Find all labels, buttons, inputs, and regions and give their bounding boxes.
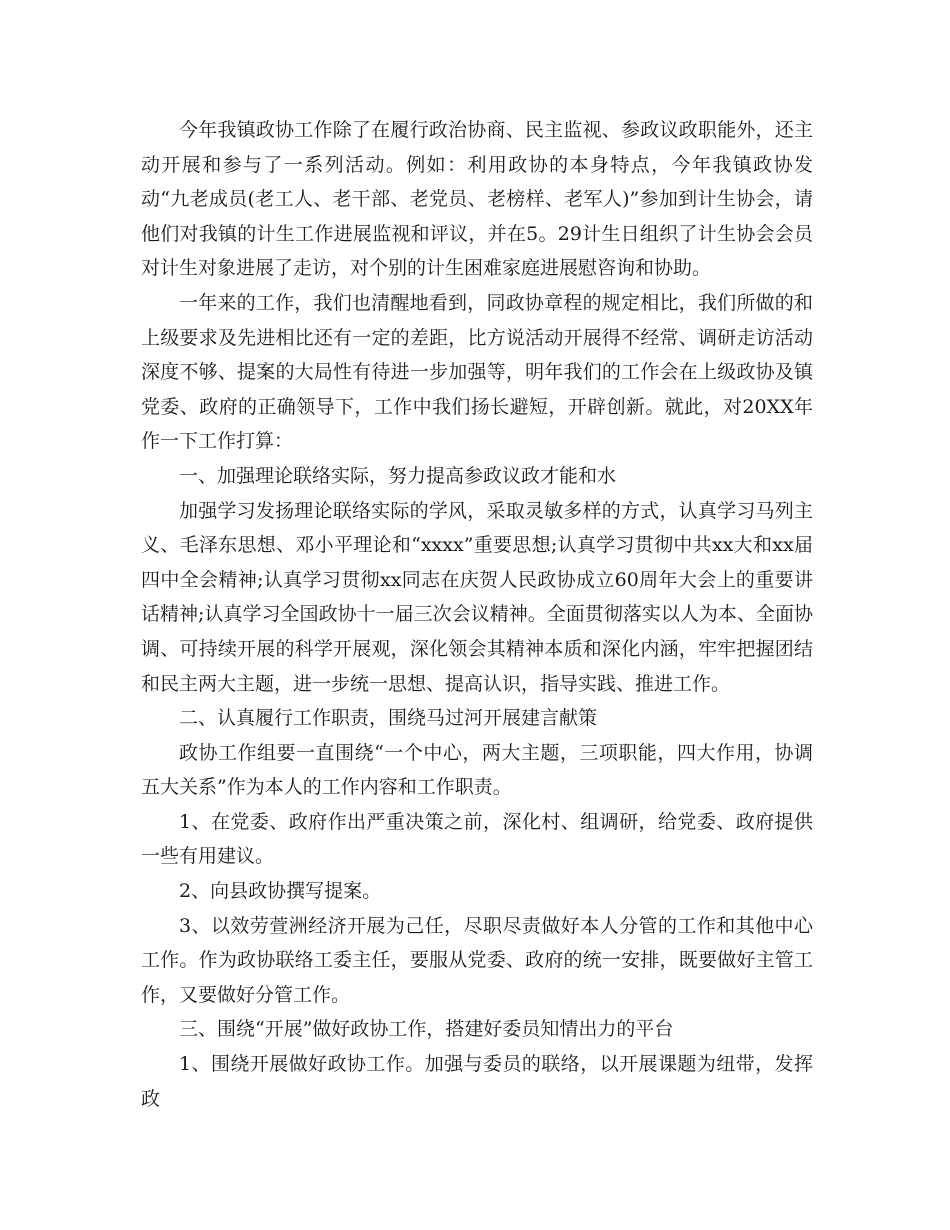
paragraph-reflection-plan: 一年来的工作，我们也清醒地看到，同政协章程的规定相比，我们所做的和上级要求及先进相比还有一定的差距，比方说活动开展得不经常、调研走访活动深度不够、提案的大局性有待进一步加强等，明年我们的工作会在上级政协及镇党委、政府的正确领导下，工作中我们扬长避短，开辟创新。就此，对20XX年作一下工作打算： [141, 291, 813, 453]
paragraph-theory-study: 加强学习发扬理论联络实际的学风，采取灵敏多样的方式，认真学习马列主义、毛泽东思想、邓小平理论和“xxxx”重要思想;认真学习贯彻中共xx大和xx届四中全会精神;认真学习贯彻xx同志在庆贺人民政协成立60周年大会上的重要讲话精神;认真学习全国政协十一届三次会议精神。全面贯彻落实以人为本、全面协调、可持续开展的科学开展观，深化领会其精神本质和深化内涵，牢牢把握团结和民主两大主题，进一步统一思想、提高认识，指导实践、推进工作。 [141, 499, 813, 695]
list-item-3: 3、以效劳萱洲经济开展为己任，尽职尽责做好本人分管的工作和其他中心工作。作为政协联络工委主任，要服从党委、政府的统一安排，既要做好主管工作，又要做好分管工作。 [141, 914, 813, 1006]
list-item-1: 1、在党委、政府作出严重决策之前，深化村、组调研，给党委、政府提供一些有用建议。 [141, 810, 813, 868]
heading-section-one: 一、加强理论联络实际，努力提高参政议政才能和水 [179, 464, 617, 487]
list-item-section-three-1: 1、围绕开展做好政协工作。加强与委员的联络，以开展课题为纽带，发挥政 [141, 1053, 813, 1110]
heading-section-two: 二、认真履行工作职责，围绕马过河开展建言献策 [179, 707, 598, 730]
paragraph-work-duties: 政协工作组要一直围绕“一个中心，两大主题，三项职能，四大作用，协调五大关系”作为本人的工作内容和工作职责。 [141, 741, 813, 799]
list-item-2: 2、向县政协撰写提案。 [179, 880, 382, 903]
document-body [141, 113, 813, 1116]
paragraph-intro-activities: 今年我镇政协工作除了在履行政治协商、民主监视、参政议政职能外，还主动开展和参与了一系列活动。例如：利用政协的本身特点，今年我镇政协发动“九老成员(老工人、老干部、老党员、老榜样、老军人)”参加到计生协会，请他们对我镇的计生工作进展监视和评议，并在5。29计生日组织了计生协会会员对计生对象进展了走访，对个别的计生困难家庭进展慰咨询和协助。 [141, 119, 813, 280]
heading-section-three: 三、围绕“开展”做好政协工作，搭建好委员知情出力的平台 [179, 1018, 674, 1041]
